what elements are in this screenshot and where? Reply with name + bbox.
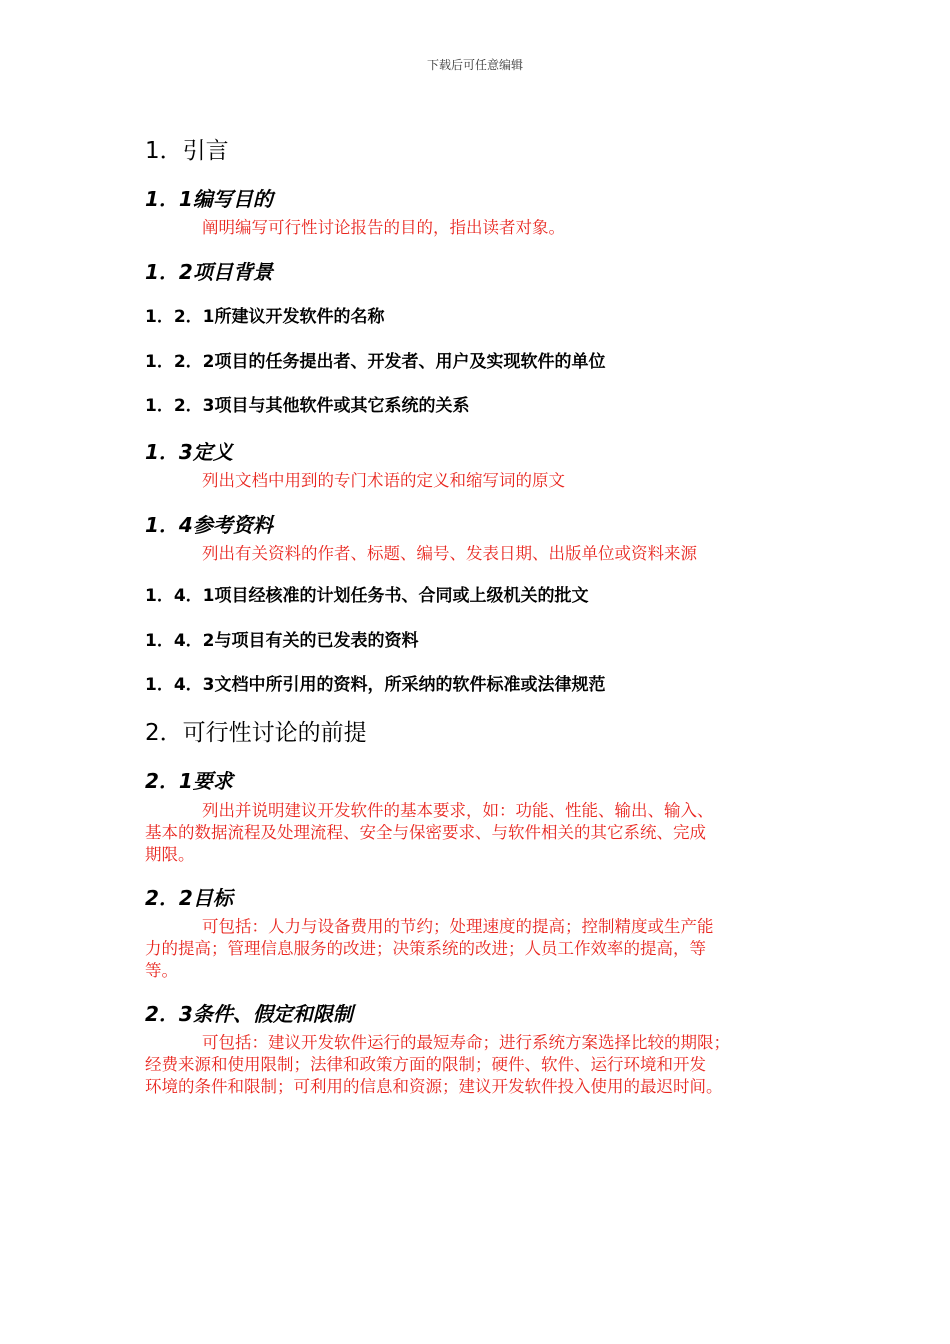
heading-2-2: 2．2目标 <box>145 886 233 910</box>
page-header: 下载后可任意编辑 <box>426 58 523 72</box>
heading-1-4-1: 1．4．1项目经核准的计划任务书、合同或上级机关的批文 <box>145 586 589 606</box>
body-1-3: 列出文档中用到的专门术语的定义和缩写词的原文 <box>202 471 565 490</box>
heading-2-3: 2．3条件、假定和限制 <box>145 1002 353 1026</box>
body-2-1-line-3: 期限。 <box>145 845 195 864</box>
heading-1-4-2: 1．4．2与项目有关的已发表的资料 <box>145 631 419 651</box>
body-2-1-line-2: 基本的数据流程及处理流程、安全与保密要求、与软件相关的其它系统、完成 <box>145 823 706 842</box>
heading-1-1: 1．1编写目的 <box>145 187 273 211</box>
body-2-3-line-3: 环境的条件和限制；可利用的信息和资源；建议开发软件投入使用的最迟时间。 <box>145 1077 723 1096</box>
heading-2-1: 2．1要求 <box>145 769 233 793</box>
heading-1-2-2: 1．2．2项目的任务提出者、开发者、用户及实现软件的单位 <box>145 352 606 372</box>
body-1-4: 列出有关资料的作者、标题、编号、发表日期、出版单位或资料来源 <box>202 544 697 563</box>
heading-1-2-3: 1．2．3项目与其他软件或其它系统的关系 <box>145 396 470 416</box>
heading-1-4-3: 1．4．3文档中所引用的资料，所采纳的软件标准或法律规范 <box>145 675 606 695</box>
heading-1-3: 1．3定义 <box>145 440 233 464</box>
body-2-1-line-1: 列出并说明建议开发软件的基本要求，如：功能、性能、输出、输入、 <box>202 801 714 820</box>
heading-1-2-1: 1．2．1所建议开发软件的名称 <box>145 307 385 327</box>
body-2-2-line-3: 等。 <box>145 961 178 980</box>
heading-1-intro: 1．引言 <box>145 138 229 164</box>
body-2-3-line-2: 经费来源和使用限制；法律和政策方面的限制；硬件、软件、运行环境和开发 <box>145 1055 706 1074</box>
body-2-2-line-2: 力的提高；管理信息服务的改进；决策系统的改进；人员工作效率的提高，等 <box>145 939 706 958</box>
body-2-2-line-1: 可包括：人力与设备费用的节约；处理速度的提高；控制精度或生产能 <box>202 917 714 936</box>
heading-1-2: 1．2项目背景 <box>145 260 273 284</box>
heading-2-premise: 2．可行性讨论的前提 <box>145 720 367 746</box>
heading-1-4: 1．4参考资料 <box>145 513 273 537</box>
body-1-1: 阐明编写可行性讨论报告的目的，指出读者对象。 <box>202 218 565 237</box>
body-2-3-line-1: 可包括：建议开发软件运行的最短寿命；进行系统方案选择比较的期限； <box>202 1033 730 1052</box>
